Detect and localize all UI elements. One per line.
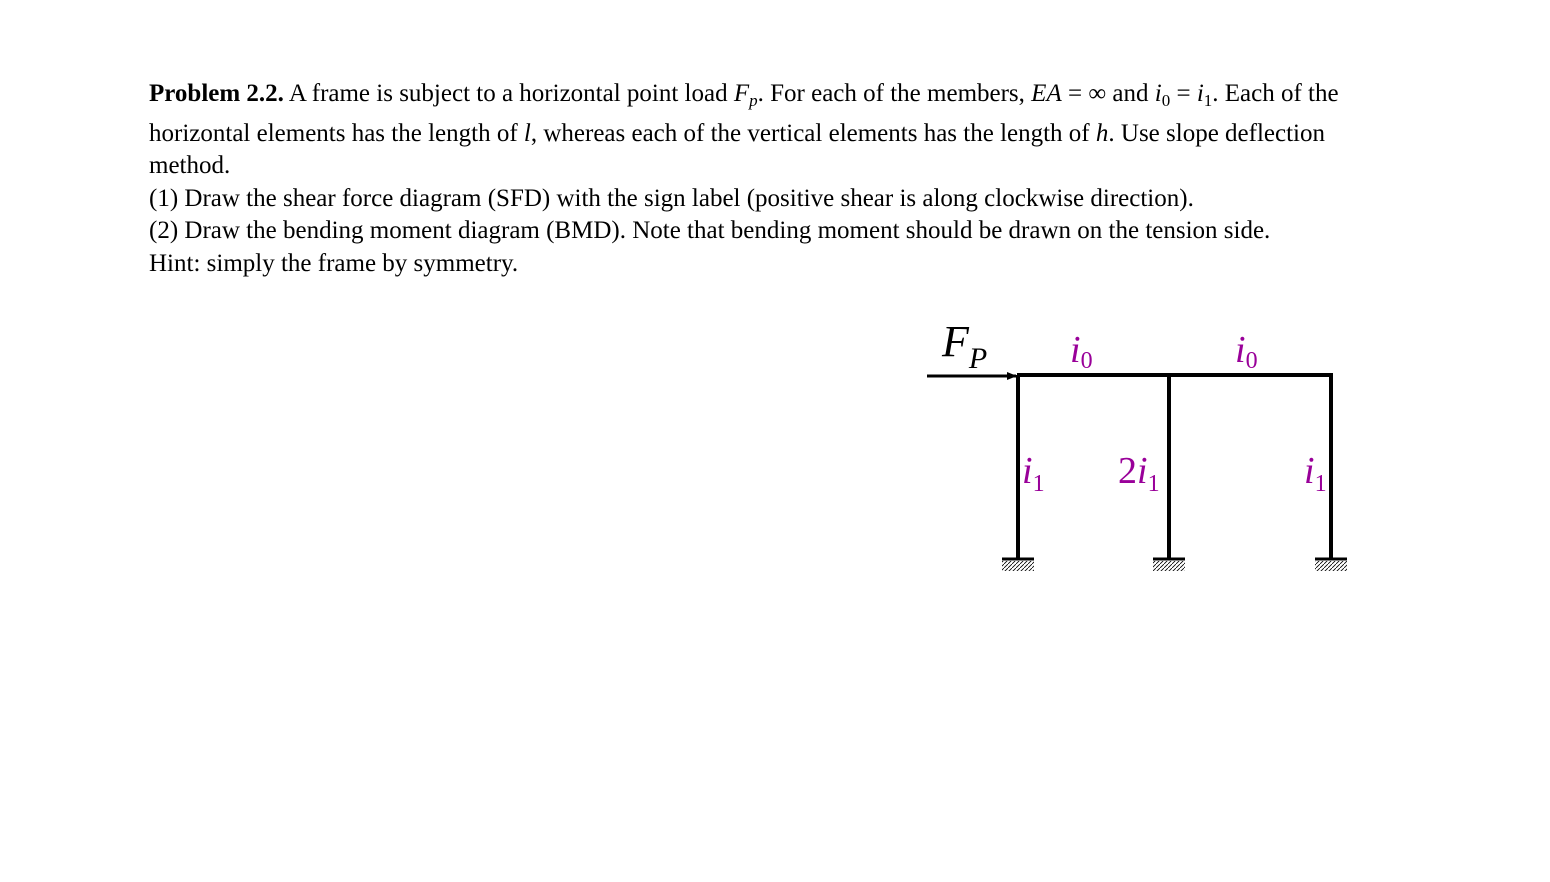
line2-part-c: . Use slope deflection method. [149,119,1325,179]
beam-right-label-subscript: 0 [1245,348,1258,374]
i0-symbol: i [1154,80,1162,107]
load-label: $F_P$ [942,317,988,375]
ea-equals-text: = ∞ and [1061,80,1155,107]
i0-subscript: 0 [1161,91,1171,110]
middle-fixed-support [1153,559,1185,571]
load-label-subscript: P [968,342,988,375]
beam-left-label-subscript: 0 [1080,348,1093,374]
equals-sign: = [1170,80,1197,107]
beam-left-label: i0 [1070,329,1093,374]
frame-diagram [900,300,1380,590]
i1-subscript: 1 [1203,91,1213,110]
after-load-text: . For each of the members, [757,80,1025,107]
beam-right-label: i0 [1235,329,1258,374]
column-left-label-subscript: 1 [1032,471,1045,497]
task-1: (1) Draw the shear force diagram (SFD) with the sign label (positive shear is along clockwise direction). [149,184,1194,212]
column-right-label: $i_1$ [1304,450,1327,497]
left-fixed-support [1002,559,1034,571]
length-l-symbol: l [523,119,531,147]
intro-text: A frame is subject to a horizontal point load [288,80,728,107]
ea-expression: EA [1031,80,1062,107]
end-dot: . [1212,80,1219,107]
column-right-label-subscript: 1 [1314,471,1327,497]
column-middle-label: $2i_1$ [1118,450,1160,497]
problem-title: Problem 2.2. [149,80,284,107]
load-symbol: F [733,80,750,107]
line2-part-a: Each of the horizontal elements has the length of [149,80,1339,147]
problem-statement [149,78,1379,280]
line2-part-b: , whereas each of the vertical elements has the length of [530,119,1096,147]
i1-symbol: i [1196,80,1204,107]
right-fixed-support [1315,559,1347,571]
column-left-label: $i_1$ [1022,450,1045,497]
load-subscript: p [749,91,758,110]
length-h-symbol: h [1095,119,1109,147]
hint: Hint: simply the frame by symmetry. [149,249,519,277]
column-middle-label-subscript: 1 [1147,471,1160,497]
task-2: (2) Draw the bending moment diagram (BMD). Note that bending moment should be drawn on the tension side. [149,217,1271,244]
problem-paragraph [149,78,1379,183]
